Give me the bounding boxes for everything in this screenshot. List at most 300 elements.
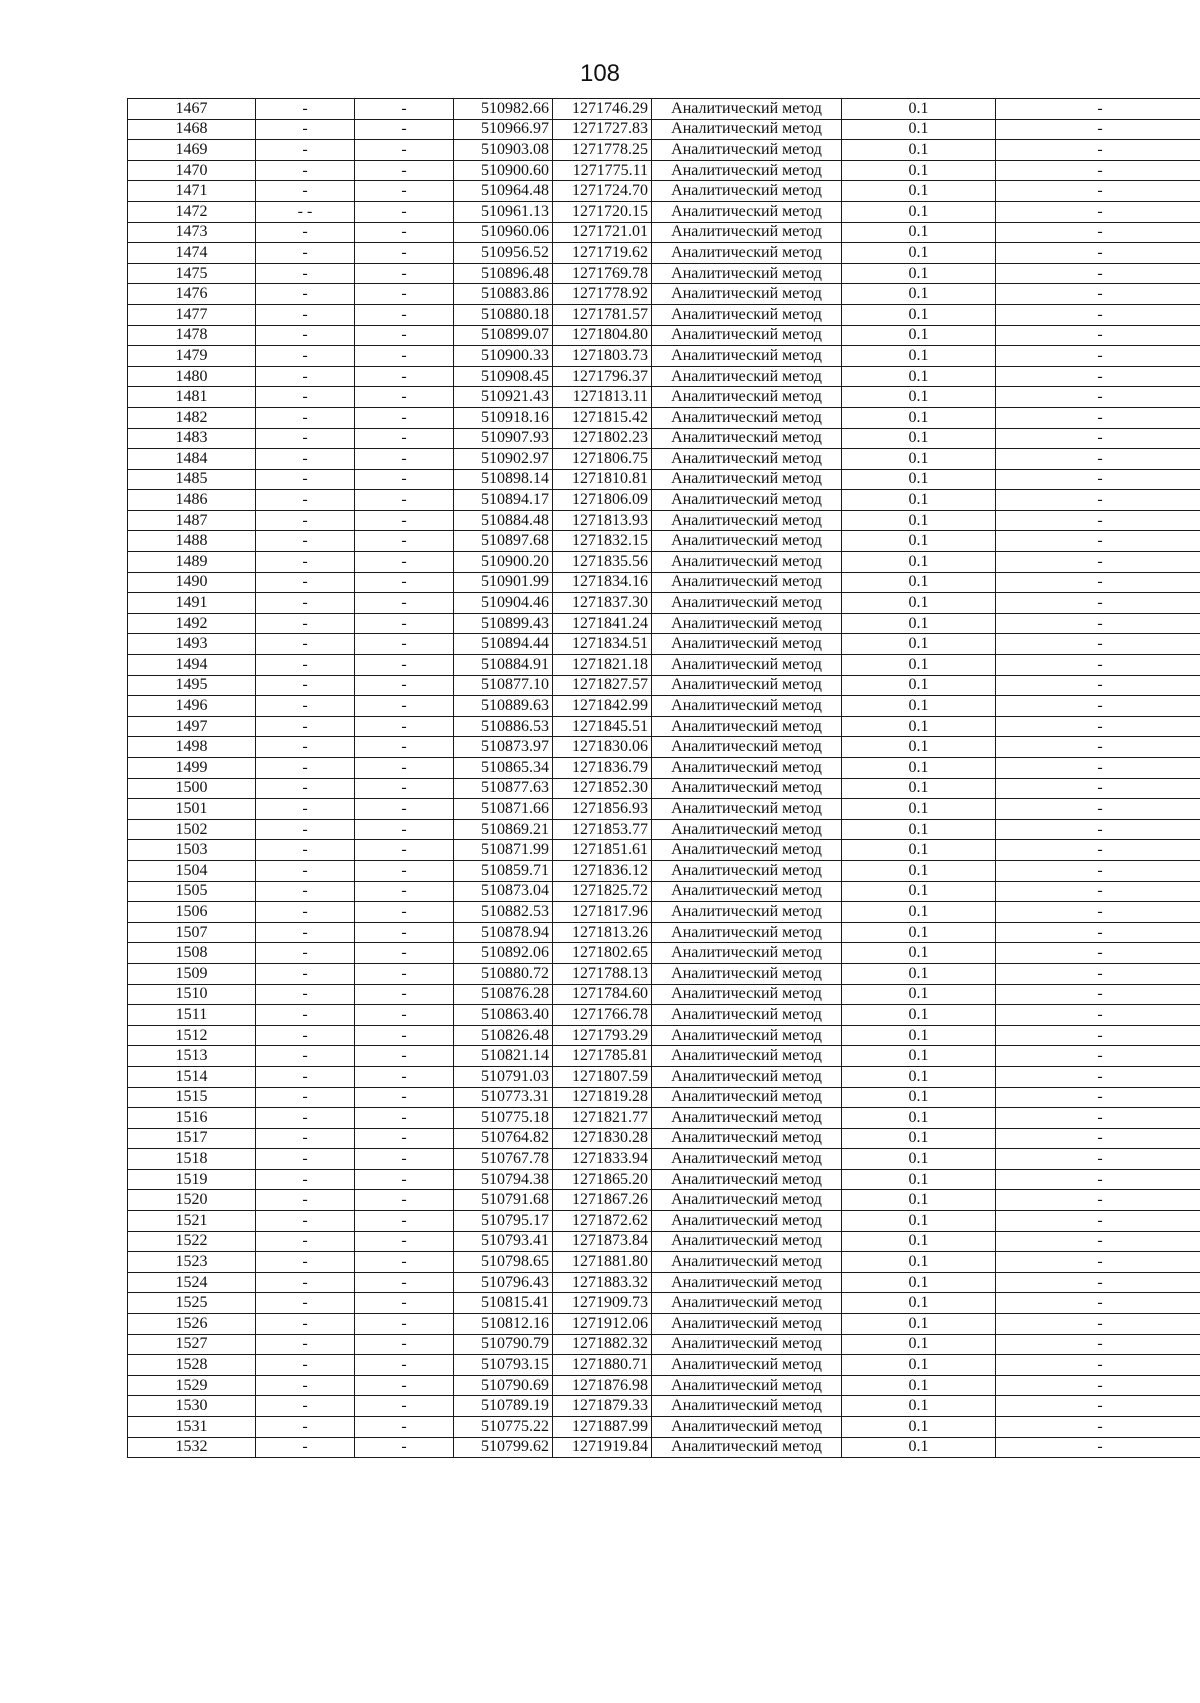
table-row [128,387,1200,408]
table-row [128,1437,1200,1458]
accuracy-cell: 0.1 [842,222,996,243]
table-row [128,1314,1200,1335]
accuracy-cell: 0.1 [842,1396,996,1417]
column-a-cell: - [256,1169,355,1190]
table-row [128,366,1200,387]
column-a-cell: - [256,1128,355,1149]
column-a-cell: - [256,922,355,943]
point-number-cell: 1482 [128,407,256,428]
column-b-cell: - [355,696,454,717]
accuracy-cell: 0.1 [842,552,996,573]
point-number-cell: 1515 [128,1087,256,1108]
column-a-cell: - [256,1108,355,1129]
note-cell: - [996,366,1200,387]
column-a-cell: - [256,634,355,655]
method-cell: Аналитический метод [652,819,842,840]
column-b-cell: - [355,634,454,655]
x-coordinate-cell: 510883.86 [454,284,553,305]
note-cell: - [996,304,1200,325]
note-cell: - [996,613,1200,634]
x-coordinate-cell: 510876.28 [454,984,553,1005]
y-coordinate-cell: 1271719.62 [553,243,652,264]
method-cell: Аналитический метод [652,181,842,202]
column-a-cell: - [256,1211,355,1232]
table-row [128,263,1200,284]
y-coordinate-cell: 1271815.42 [553,407,652,428]
table-row [128,922,1200,943]
note-cell: - [996,634,1200,655]
point-number-cell: 1471 [128,181,256,202]
note-cell: - [996,346,1200,367]
column-b-cell: - [355,1437,454,1458]
column-b-cell: - [355,469,454,490]
column-b-cell: - [355,572,454,593]
note-cell: - [996,119,1200,140]
table-row [128,778,1200,799]
y-coordinate-cell: 1271834.51 [553,634,652,655]
y-coordinate-cell: 1271872.62 [553,1211,652,1232]
column-b-cell: - [355,655,454,676]
method-cell: Аналитический метод [652,346,842,367]
note-cell: - [996,1087,1200,1108]
column-b-cell: - [355,778,454,799]
method-cell: Аналитический метод [652,1169,842,1190]
point-number-cell: 1512 [128,1025,256,1046]
point-number-cell: 1531 [128,1417,256,1438]
column-b-cell: - [355,263,454,284]
y-coordinate-cell: 1271881.80 [553,1252,652,1273]
method-cell: Аналитический метод [652,922,842,943]
table-row [128,1025,1200,1046]
point-number-cell: 1477 [128,304,256,325]
column-a-cell: - [256,490,355,511]
table-row [128,160,1200,181]
x-coordinate-cell: 510884.91 [454,655,553,676]
point-number-cell: 1511 [128,1005,256,1026]
method-cell: Аналитический метод [652,963,842,984]
note-cell: - [996,819,1200,840]
point-number-cell: 1532 [128,1437,256,1458]
method-cell: Аналитический метод [652,1417,842,1438]
y-coordinate-cell: 1271912.06 [553,1314,652,1335]
accuracy-cell: 0.1 [842,366,996,387]
x-coordinate-cell: 510964.48 [454,181,553,202]
x-coordinate-cell: 510775.18 [454,1108,553,1129]
x-coordinate-cell: 510767.78 [454,1149,553,1170]
x-coordinate-cell: 510982.66 [454,99,553,120]
note-cell: - [996,593,1200,614]
accuracy-cell: 0.1 [842,984,996,1005]
point-number-cell: 1514 [128,1066,256,1087]
note-cell: - [996,222,1200,243]
accuracy-cell: 0.1 [842,407,996,428]
table-row [128,1211,1200,1232]
note-cell: - [996,510,1200,531]
table-row [128,902,1200,923]
method-cell: Аналитический метод [652,1066,842,1087]
method-cell: Аналитический метод [652,531,842,552]
accuracy-cell: 0.1 [842,1314,996,1335]
point-number-cell: 1481 [128,387,256,408]
note-cell: - [996,1355,1200,1376]
method-cell: Аналитический метод [652,1128,842,1149]
point-number-cell: 1499 [128,758,256,779]
x-coordinate-cell: 510892.06 [454,943,553,964]
note-cell: - [996,922,1200,943]
table-row [128,1396,1200,1417]
x-coordinate-cell: 510794.38 [454,1169,553,1190]
table-row [128,984,1200,1005]
y-coordinate-cell: 1271821.77 [553,1108,652,1129]
note-cell: - [996,181,1200,202]
column-b-cell: - [355,1211,454,1232]
column-a-cell: - [256,1437,355,1458]
x-coordinate-cell: 510956.52 [454,243,553,264]
x-coordinate-cell: 510878.94 [454,922,553,943]
y-coordinate-cell: 1271821.18 [553,655,652,676]
column-a-cell: - [256,778,355,799]
method-cell: Аналитический метод [652,778,842,799]
note-cell: - [996,449,1200,470]
column-a-cell: - [256,181,355,202]
column-a-cell: - [256,1231,355,1252]
note-cell: - [996,490,1200,511]
method-cell: Аналитический метод [652,201,842,222]
column-a-cell: - [256,840,355,861]
column-b-cell: - [355,963,454,984]
y-coordinate-cell: 1271842.99 [553,696,652,717]
x-coordinate-cell: 510871.99 [454,840,553,861]
accuracy-cell: 0.1 [842,304,996,325]
point-number-cell: 1530 [128,1396,256,1417]
point-number-cell: 1473 [128,222,256,243]
column-a-cell: - [256,552,355,573]
column-b-cell: - [355,366,454,387]
note-cell: - [996,1417,1200,1438]
method-cell: Аналитический метод [652,634,842,655]
accuracy-cell: 0.1 [842,531,996,552]
accuracy-cell: 0.1 [842,1066,996,1087]
y-coordinate-cell: 1271796.37 [553,366,652,387]
column-a-cell: - [256,696,355,717]
accuracy-cell: 0.1 [842,160,996,181]
x-coordinate-cell: 510899.07 [454,325,553,346]
point-number-cell: 1495 [128,675,256,696]
x-coordinate-cell: 510859.71 [454,860,553,881]
point-number-cell: 1484 [128,449,256,470]
column-a-cell: - [256,1025,355,1046]
method-cell: Аналитический метод [652,99,842,120]
table-row [128,799,1200,820]
table-row [128,1149,1200,1170]
method-cell: Аналитический метод [652,758,842,779]
column-a-cell: - [256,1190,355,1211]
method-cell: Аналитический метод [652,387,842,408]
column-b-cell: - [355,613,454,634]
point-number-cell: 1502 [128,819,256,840]
table-row [128,1005,1200,1026]
x-coordinate-cell: 510793.41 [454,1231,553,1252]
table-row [128,593,1200,614]
method-cell: Аналитический метод [652,1396,842,1417]
column-a-cell: - [256,304,355,325]
accuracy-cell: 0.1 [842,634,996,655]
point-number-cell: 1501 [128,799,256,820]
accuracy-cell: 0.1 [842,346,996,367]
method-cell: Аналитический метод [652,1252,842,1273]
column-b-cell: - [355,1355,454,1376]
y-coordinate-cell: 1271825.72 [553,881,652,902]
column-a-cell: - [256,99,355,120]
column-b-cell: - [355,943,454,964]
x-coordinate-cell: 510877.10 [454,675,553,696]
column-a-cell: - [256,387,355,408]
x-coordinate-cell: 510796.43 [454,1272,553,1293]
column-a-cell: - [256,1066,355,1087]
column-b-cell: - [355,799,454,820]
x-coordinate-cell: 510901.99 [454,572,553,593]
column-a-cell: - [256,943,355,964]
point-number-cell: 1483 [128,428,256,449]
point-number-cell: 1489 [128,552,256,573]
column-a-cell: - [256,716,355,737]
point-number-cell: 1516 [128,1108,256,1129]
method-cell: Аналитический метод [652,160,842,181]
column-a-cell: - [256,510,355,531]
accuracy-cell: 0.1 [842,1149,996,1170]
table-row [128,696,1200,717]
y-coordinate-cell: 1271887.99 [553,1417,652,1438]
note-cell: - [996,99,1200,120]
point-number-cell: 1469 [128,140,256,161]
point-number-cell: 1518 [128,1149,256,1170]
note-cell: - [996,428,1200,449]
column-a-cell: - [256,675,355,696]
table-row [128,737,1200,758]
y-coordinate-cell: 1271781.57 [553,304,652,325]
method-cell: Аналитический метод [652,655,842,676]
note-cell: - [996,552,1200,573]
table-row [128,1375,1200,1396]
accuracy-cell: 0.1 [842,1108,996,1129]
table-row [128,1355,1200,1376]
column-a-cell: - [256,1417,355,1438]
column-a-cell: - [256,1396,355,1417]
method-cell: Аналитический метод [652,490,842,511]
column-b-cell: - [355,119,454,140]
y-coordinate-cell: 1271836.12 [553,860,652,881]
point-number-cell: 1510 [128,984,256,1005]
y-coordinate-cell: 1271813.11 [553,387,652,408]
x-coordinate-cell: 510903.08 [454,140,553,161]
x-coordinate-cell: 510863.40 [454,1005,553,1026]
y-coordinate-cell: 1271867.26 [553,1190,652,1211]
point-number-cell: 1485 [128,469,256,490]
point-number-cell: 1529 [128,1375,256,1396]
accuracy-cell: 0.1 [842,778,996,799]
column-b-cell: - [355,984,454,1005]
method-cell: Аналитический метод [652,140,842,161]
column-b-cell: - [355,675,454,696]
point-number-cell: 1513 [128,1046,256,1067]
y-coordinate-cell: 1271819.28 [553,1087,652,1108]
table-row [128,758,1200,779]
column-b-cell: - [355,1396,454,1417]
method-cell: Аналитический метод [652,1293,842,1314]
table-row [128,490,1200,511]
accuracy-cell: 0.1 [842,449,996,470]
column-a-cell: - [256,1293,355,1314]
note-cell: - [996,696,1200,717]
point-number-cell: 1472 [128,201,256,222]
point-number-cell: 1486 [128,490,256,511]
method-cell: Аналитический метод [652,943,842,964]
method-cell: Аналитический метод [652,304,842,325]
table-row [128,222,1200,243]
y-coordinate-cell: 1271841.24 [553,613,652,634]
accuracy-cell: 0.1 [842,181,996,202]
point-number-cell: 1479 [128,346,256,367]
accuracy-cell: 0.1 [842,1005,996,1026]
column-a-cell: - [256,1087,355,1108]
column-b-cell: - [355,490,454,511]
note-cell: - [996,1252,1200,1273]
x-coordinate-cell: 510960.06 [454,222,553,243]
x-coordinate-cell: 510873.97 [454,737,553,758]
accuracy-cell: 0.1 [842,325,996,346]
column-b-cell: - [355,1417,454,1438]
x-coordinate-cell: 510886.53 [454,716,553,737]
y-coordinate-cell: 1271856.93 [553,799,652,820]
column-b-cell: - [355,1334,454,1355]
y-coordinate-cell: 1271833.94 [553,1149,652,1170]
column-b-cell: - [355,881,454,902]
accuracy-cell: 0.1 [842,1252,996,1273]
method-cell: Аналитический метод [652,881,842,902]
accuracy-cell: 0.1 [842,1293,996,1314]
column-b-cell: - [355,1252,454,1273]
column-a-cell: - [256,860,355,881]
column-b-cell: - [355,304,454,325]
x-coordinate-cell: 510884.48 [454,510,553,531]
method-cell: Аналитический метод [652,366,842,387]
point-number-cell: 1500 [128,778,256,799]
accuracy-cell: 0.1 [842,613,996,634]
y-coordinate-cell: 1271804.80 [553,325,652,346]
point-number-cell: 1525 [128,1293,256,1314]
note-cell: - [996,1396,1200,1417]
note-cell: - [996,1314,1200,1335]
column-a-cell: - [256,407,355,428]
method-cell: Аналитический метод [652,1272,842,1293]
x-coordinate-cell: 510966.97 [454,119,553,140]
y-coordinate-cell: 1271919.84 [553,1437,652,1458]
column-a-cell: - [256,366,355,387]
column-a-cell: - [256,1046,355,1067]
method-cell: Аналитический метод [652,696,842,717]
accuracy-cell: 0.1 [842,840,996,861]
point-number-cell: 1509 [128,963,256,984]
accuracy-cell: 0.1 [842,99,996,120]
table-row [128,325,1200,346]
y-coordinate-cell: 1271845.51 [553,716,652,737]
point-number-cell: 1523 [128,1252,256,1273]
accuracy-cell: 0.1 [842,696,996,717]
note-cell: - [996,943,1200,964]
table-row [128,119,1200,140]
accuracy-cell: 0.1 [842,675,996,696]
note-cell: - [996,737,1200,758]
table-row [128,407,1200,428]
column-a-cell: - [256,346,355,367]
column-b-cell: - [355,716,454,737]
note-cell: - [996,1046,1200,1067]
point-number-cell: 1526 [128,1314,256,1335]
accuracy-cell: 0.1 [842,758,996,779]
note-cell: - [996,1437,1200,1458]
column-a-cell: - [256,140,355,161]
note-cell: - [996,1231,1200,1252]
accuracy-cell: 0.1 [842,1437,996,1458]
point-number-cell: 1527 [128,1334,256,1355]
column-b-cell: - [355,1149,454,1170]
column-a-cell: - - [256,201,355,222]
method-cell: Аналитический метод [652,1005,842,1026]
note-cell: - [996,799,1200,820]
note-cell: - [996,1025,1200,1046]
y-coordinate-cell: 1271837.30 [553,593,652,614]
accuracy-cell: 0.1 [842,1128,996,1149]
point-number-cell: 1478 [128,325,256,346]
point-number-cell: 1476 [128,284,256,305]
note-cell: - [996,1190,1200,1211]
method-cell: Аналитический метод [652,1025,842,1046]
column-a-cell: - [256,737,355,758]
note-cell: - [996,675,1200,696]
point-number-cell: 1522 [128,1231,256,1252]
x-coordinate-cell: 510764.82 [454,1128,553,1149]
accuracy-cell: 0.1 [842,1190,996,1211]
x-coordinate-cell: 510961.13 [454,201,553,222]
method-cell: Аналитический метод [652,428,842,449]
column-b-cell: - [355,531,454,552]
note-cell: - [996,881,1200,902]
note-cell: - [996,469,1200,490]
table-row [128,1108,1200,1129]
method-cell: Аналитический метод [652,675,842,696]
point-number-cell: 1528 [128,1355,256,1376]
table-body [128,99,1200,1458]
y-coordinate-cell: 1271806.75 [553,449,652,470]
method-cell: Аналитический метод [652,613,842,634]
table-row [128,99,1200,120]
note-cell: - [996,860,1200,881]
note-cell: - [996,902,1200,923]
method-cell: Аналитический метод [652,984,842,1005]
table-row [128,675,1200,696]
x-coordinate-cell: 510871.66 [454,799,553,820]
point-number-cell: 1504 [128,860,256,881]
method-cell: Аналитический метод [652,325,842,346]
column-a-cell: - [256,881,355,902]
column-a-cell: - [256,902,355,923]
method-cell: Аналитический метод [652,1231,842,1252]
table-row [128,716,1200,737]
note-cell: - [996,243,1200,264]
column-b-cell: - [355,737,454,758]
column-a-cell: - [256,984,355,1005]
point-number-cell: 1470 [128,160,256,181]
